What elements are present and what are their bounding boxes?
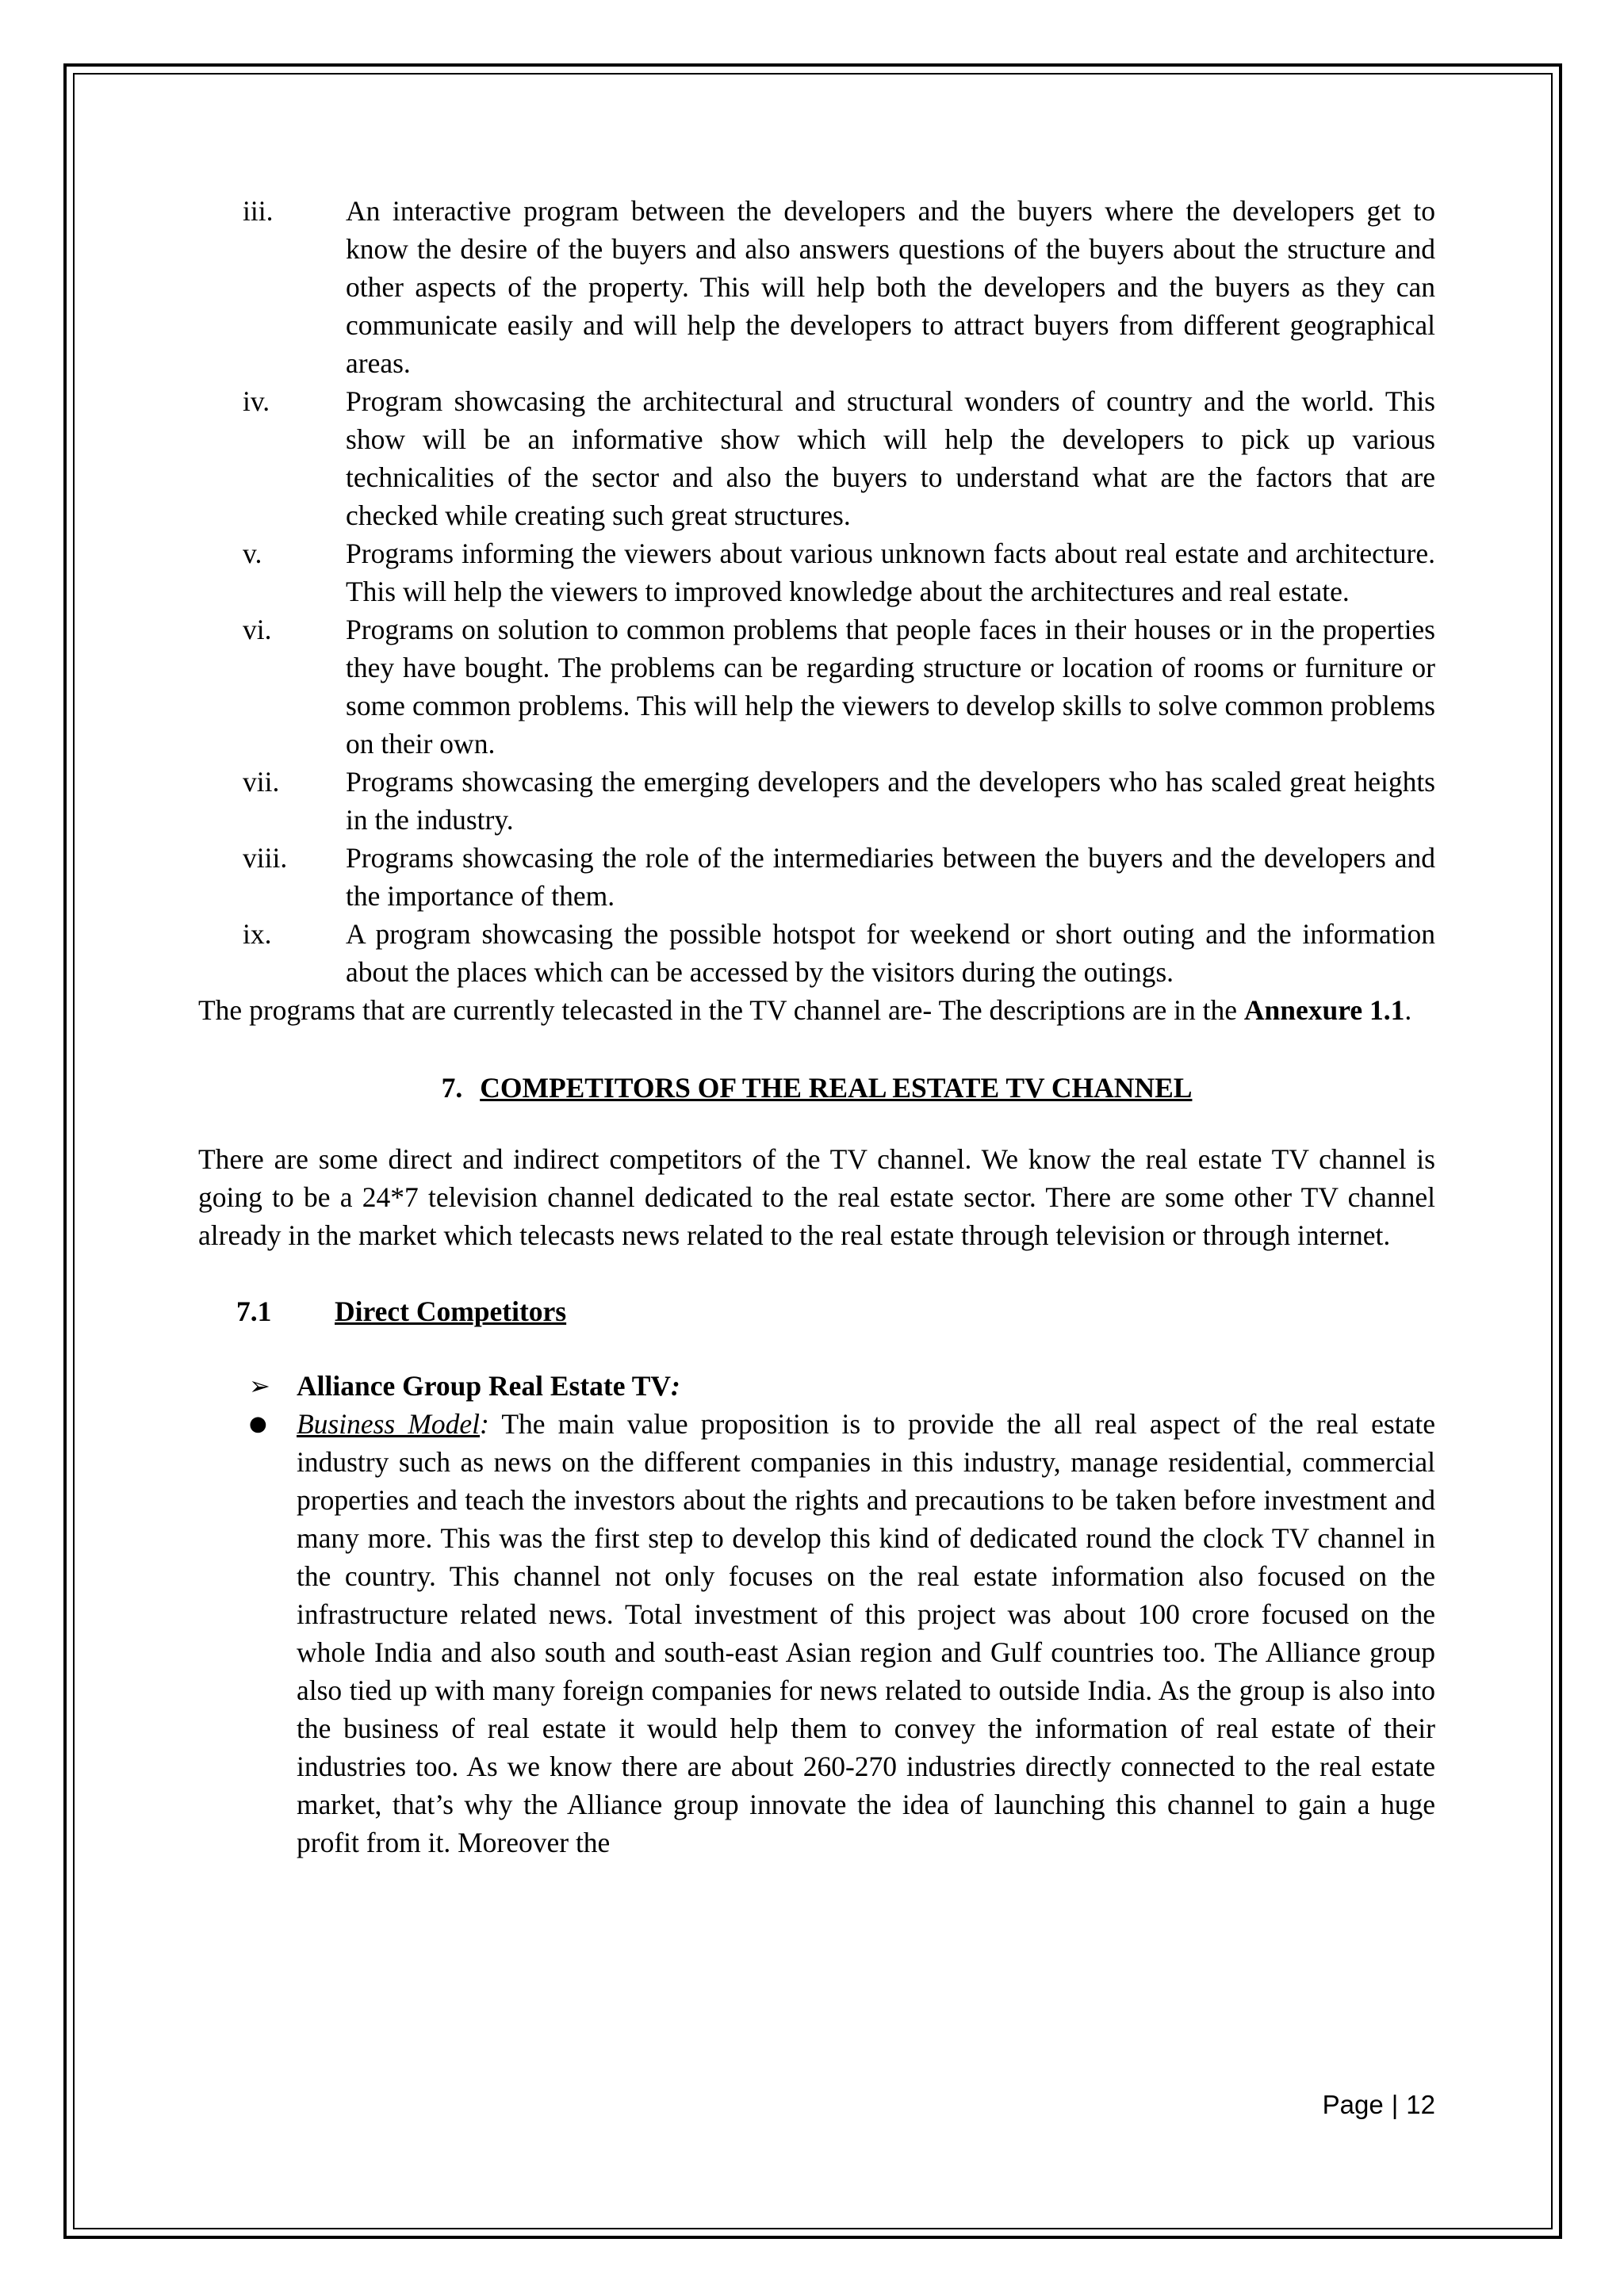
list-item-text: Programs informing the viewers about various unknown facts about real estate and architecture. This will help the viewers to improved knowledge about the architectures and real estate. xyxy=(346,538,1435,607)
list-item-number: iii. xyxy=(243,195,274,227)
list-item-number: ix. xyxy=(243,918,272,950)
page-number: 12 xyxy=(1406,2090,1435,2119)
list-item-number: viii. xyxy=(243,842,288,874)
list-item-text: Programs showcasing the emerging developers and the developers who has scaled great heights in the industry. xyxy=(346,766,1435,836)
list-item-number: vi. xyxy=(243,614,272,645)
section-7-1-title: Direct Competitors xyxy=(335,1295,567,1327)
list-item xyxy=(198,763,1435,839)
section-7-intro: There are some direct and indirect competitors of the TV channel. We know the real estate TV channel is going to be a 24*7 television channel dedicated to the real estate sector. There are some other TV channel already in the market which telecasts news related to the real estate through television or through internet. xyxy=(198,1143,1435,1251)
list-item xyxy=(198,915,1435,991)
page-content xyxy=(198,192,1435,1862)
business-model-text: The main value proposition is to provide the all real aspect of the real estate industry such as news on the different companies in this industry, manage residential, commercial properties and teach the investors about the rights and precautions to be taken before investment and many more. This was the first step to develop this kind of dedicated round the clock TV channel in the country. This channel not only focuses on the real estate information also focused on the infrastructure related news. Total investment of this project was about 100 crore focused on the whole India and also south and south-east Asian region and Gulf countries too. The Alliance group also tied up with many foreign companies for news related to outside India. As the group is also into the business of real estate it would help them to convey the information of real estate of their industries too. As we know there are about 260-270 industries directly connected to the real estate market, that’s why the Alliance group innovate the idea of launching this channel to gain a huge profit from it. Moreover the xyxy=(297,1408,1435,1858)
list-item xyxy=(198,192,1435,382)
list-item xyxy=(198,382,1435,534)
page-footer xyxy=(1323,2090,1435,2120)
list-item xyxy=(198,534,1435,610)
dot-bullet-icon: ● xyxy=(249,1412,267,1436)
list-item-text: An interactive program between the developers and the buyers where the developers get to know the desire of the buyers and also answers questions of the buyers about the structure and other aspects of the property. This will help both the developers and the buyers as they can communicate easily and will help the developers to attract buyers from different geographical areas. xyxy=(346,195,1435,379)
competitor-name-suffix: : xyxy=(671,1370,680,1402)
list-item xyxy=(198,610,1435,763)
list-item-text: Programs showcasing the role of the intermediaries between the buyers and the developers and the importance of them. xyxy=(346,842,1435,912)
business-model-label: Business Model xyxy=(297,1408,481,1440)
section-7-number: 7. xyxy=(441,1072,463,1104)
section-7-heading xyxy=(198,1069,1435,1107)
competitor-name: Alliance Group Real Estate TV xyxy=(297,1370,672,1402)
list-item-number: v. xyxy=(243,538,262,569)
arrow-bullet-icon: ➢ xyxy=(249,1371,270,1401)
section-7-title: COMPETITORS OF THE REAL ESTATE TV CHANNEL xyxy=(480,1072,1193,1104)
section-7-1-heading xyxy=(236,1292,1435,1330)
programs-paragraph xyxy=(198,991,1435,1029)
page-label: Page xyxy=(1322,2090,1384,2119)
page-separator: | xyxy=(1391,2090,1399,2119)
list-item-number: iv. xyxy=(243,385,270,417)
competitor-heading xyxy=(198,1367,1435,1405)
list-item-text: Program showcasing the architectural and structural wonders of country and the world. This show will be an informative show which will help the developers to pick up various technicalities of the sector and also the buyers to understand what are the factors that are checked while creating such great structures. xyxy=(346,385,1435,531)
business-model-bullet xyxy=(198,1405,1435,1862)
section-7-1-number: 7.1 xyxy=(236,1295,272,1327)
list-item-text: A program showcasing the possible hotspot for weekend or short outing and the information about the places which can be accessed by the visitors during the outings. xyxy=(346,918,1435,988)
business-model-label-suffix: : xyxy=(480,1408,489,1440)
program-list xyxy=(198,192,1435,991)
programs-paragraph-text: The programs that are currently telecasted in the TV channel are- The descriptions are in the xyxy=(198,994,1244,1026)
programs-paragraph-end: . xyxy=(1404,994,1412,1026)
annexure-reference: Annexure 1.1 xyxy=(1243,994,1405,1026)
list-item xyxy=(198,839,1435,915)
list-item-text: Programs on solution to common problems that people faces in their houses or in the properties they have bought. The problems can be regarding structure or location of rooms or furniture or some common problems. This will help the viewers to develop skills to solve common problems on their own. xyxy=(346,614,1435,760)
list-item-number: vii. xyxy=(243,766,280,798)
